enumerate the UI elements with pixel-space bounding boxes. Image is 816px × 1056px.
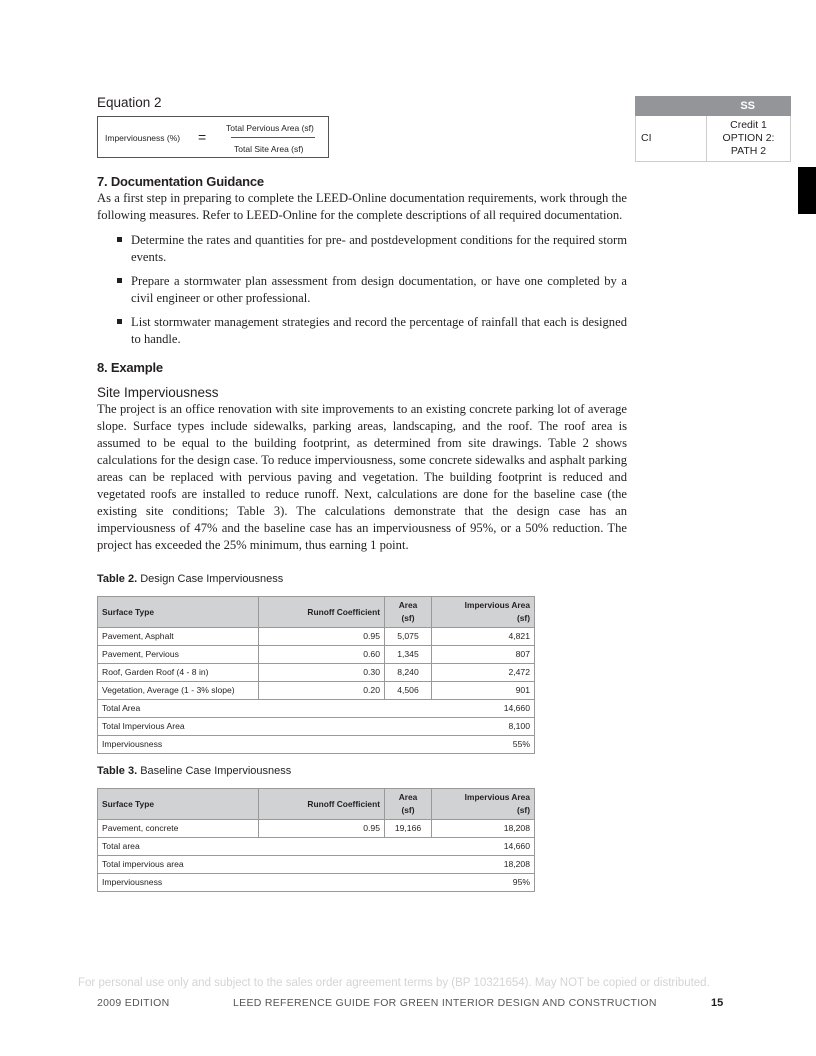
sidebar-header: SS (635, 96, 791, 116)
total-label: Total area (98, 838, 385, 856)
credit-line: Credit 1 (730, 119, 767, 131)
table-cell: 0.95 (259, 820, 385, 838)
total-value: 14,660 (385, 700, 535, 718)
page-number: 15 (711, 997, 724, 1009)
column-header: Surface Type (98, 789, 259, 820)
section-heading: 8. Example (97, 360, 163, 375)
credit-line: PATH 2 (730, 145, 767, 157)
table-header-row (98, 597, 535, 628)
paragraph: The project is an office renovation with site improvements to an existing concrete parking lot of average slope. Surface types include sidewalks, parking areas, landscaping, and the roof. The roof area is assumed to be equal to the building footprint, as determined from site drawings. Table 2 shows calculations for the design case. To reduce imperviousness, some concrete sidewalks and asphalt parking areas can be replaced with pervious paving and vegetation. The building footprint is reduced and vegetated roofs are installed to reduce runoff. Next, calculations are done for the baseline case (the existing site conditions; Table 3). The calculations demonstrate that the design case has an imperviousness of 47% and the baseline case has an imperviousness of 95%, or a 50% reduction. The project has exceeded the 25% minimum, thus earning 1 point. (97, 402, 627, 552)
subheading: Site Imperviousness (97, 385, 219, 400)
sidebar-ci: CI (636, 116, 707, 161)
footer-title: LEED REFERENCE GUIDE FOR GREEN INTERIOR DESIGN AND CONSTRUCTION (233, 997, 657, 1009)
total-row (98, 736, 535, 754)
table-row (98, 682, 535, 700)
table-row (98, 664, 535, 682)
caption-title: Baseline Case Imperviousness (140, 765, 292, 777)
total-label: Total Area (98, 700, 385, 718)
table-row (98, 646, 535, 664)
footer-edition: 2009 EDITION (97, 997, 170, 1009)
baseline-case-table (97, 788, 535, 892)
column-header: Surface Type (98, 597, 259, 628)
total-value: 14,660 (385, 838, 535, 856)
total-row (98, 718, 535, 736)
table-cell: 901 (432, 682, 535, 700)
total-label: Total Impervious Area (98, 718, 385, 736)
table-cell: 0.60 (259, 646, 385, 664)
column-header: Area (sf) (385, 597, 432, 628)
caption-title: Design Case Imperviousness (140, 573, 284, 585)
watermark: For personal use only and subject to the sales order agreement terms by (BP 10321654). May NOT be copied or distributed. (78, 977, 710, 989)
fraction-bar (231, 137, 315, 138)
column-header: Impervious Area (sf) (432, 789, 535, 820)
bullet-list (115, 232, 627, 348)
table-cell: 0.20 (259, 682, 385, 700)
table-cell: 18,208 (432, 820, 535, 838)
total-value: 55% (385, 736, 535, 754)
design-case-table (97, 596, 535, 754)
table-cell: Pavement, Asphalt (98, 628, 259, 646)
list-item (115, 273, 627, 307)
list-item-text: Determine the rates and quantities for pre- and postdevelopment conditions for the required storm events. (131, 233, 627, 264)
table-cell: 1,345 (385, 646, 432, 664)
equation-title: Equation 2 (97, 95, 162, 110)
main-column (97, 94, 627, 892)
sidebar-credit (707, 116, 790, 161)
total-label: Imperviousness (98, 874, 385, 892)
bullet-icon (117, 278, 122, 283)
table-cell: 0.95 (259, 628, 385, 646)
list-item-text: Prepare a stormwater plan assessment from design documentation, or have one completed by a civil engineer or other professional. (131, 274, 627, 305)
table-header-row (98, 789, 535, 820)
equation-numerator: Total Pervious Area (sf) (226, 123, 314, 133)
total-label: Imperviousness (98, 736, 385, 754)
table-row (98, 628, 535, 646)
table-cell: 4,821 (432, 628, 535, 646)
paragraph: As a first step in preparing to complete the LEED-Online documentation requirements, work through the following measures. Refer to LEED-Online for the complete descriptions of all required documentation. (97, 191, 627, 222)
bullet-icon (117, 237, 122, 242)
equation-lhs: Imperviousness (%) (105, 133, 181, 143)
column-header: Area (sf) (385, 789, 432, 820)
table-cell: 0.30 (259, 664, 385, 682)
table-cell: Pavement, concrete (98, 820, 259, 838)
table-cell: 2,472 (432, 664, 535, 682)
list-item-text: List stormwater management strategies and record the percentage of rainfall that each is designed to handle. (131, 315, 627, 346)
list-item (115, 232, 627, 266)
table-caption (97, 572, 627, 586)
equals-sign: = (198, 129, 207, 145)
column-header: Runoff Coefficient (259, 597, 385, 628)
column-header: Impervious Area (sf) (432, 597, 535, 628)
total-row (98, 856, 535, 874)
table-cell: Roof, Garden Roof (4 - 8 in) (98, 664, 259, 682)
table-caption (97, 764, 627, 778)
table-cell: 4,506 (385, 682, 432, 700)
bullet-icon (117, 319, 122, 324)
total-row (98, 874, 535, 892)
total-row (98, 838, 535, 856)
list-item (115, 314, 627, 348)
table-cell: 19,166 (385, 820, 432, 838)
credit-line: OPTION 2: (722, 132, 775, 144)
equation-box (97, 116, 329, 158)
section-heading: 7. Documentation Guidance (97, 174, 264, 189)
table-cell: Pavement, Pervious (98, 646, 259, 664)
total-row (98, 700, 535, 718)
table-cell: 5,075 (385, 628, 432, 646)
table-cell: 807 (432, 646, 535, 664)
table-cell: Vegetation, Average (1 - 3% slope) (98, 682, 259, 700)
total-value: 95% (385, 874, 535, 892)
equation-denominator: Total Site Area (sf) (234, 144, 304, 154)
total-label: Total impervious area (98, 856, 385, 874)
caption-label: Table 3. (97, 765, 138, 777)
table-cell: 8,240 (385, 664, 432, 682)
credit-sidebar (635, 96, 791, 162)
column-header: Runoff Coefficient (259, 789, 385, 820)
caption-label: Table 2. (97, 573, 138, 585)
total-value: 8,100 (385, 718, 535, 736)
chapter-tab (798, 167, 816, 214)
total-value: 18,208 (385, 856, 535, 874)
table-row (98, 820, 535, 838)
